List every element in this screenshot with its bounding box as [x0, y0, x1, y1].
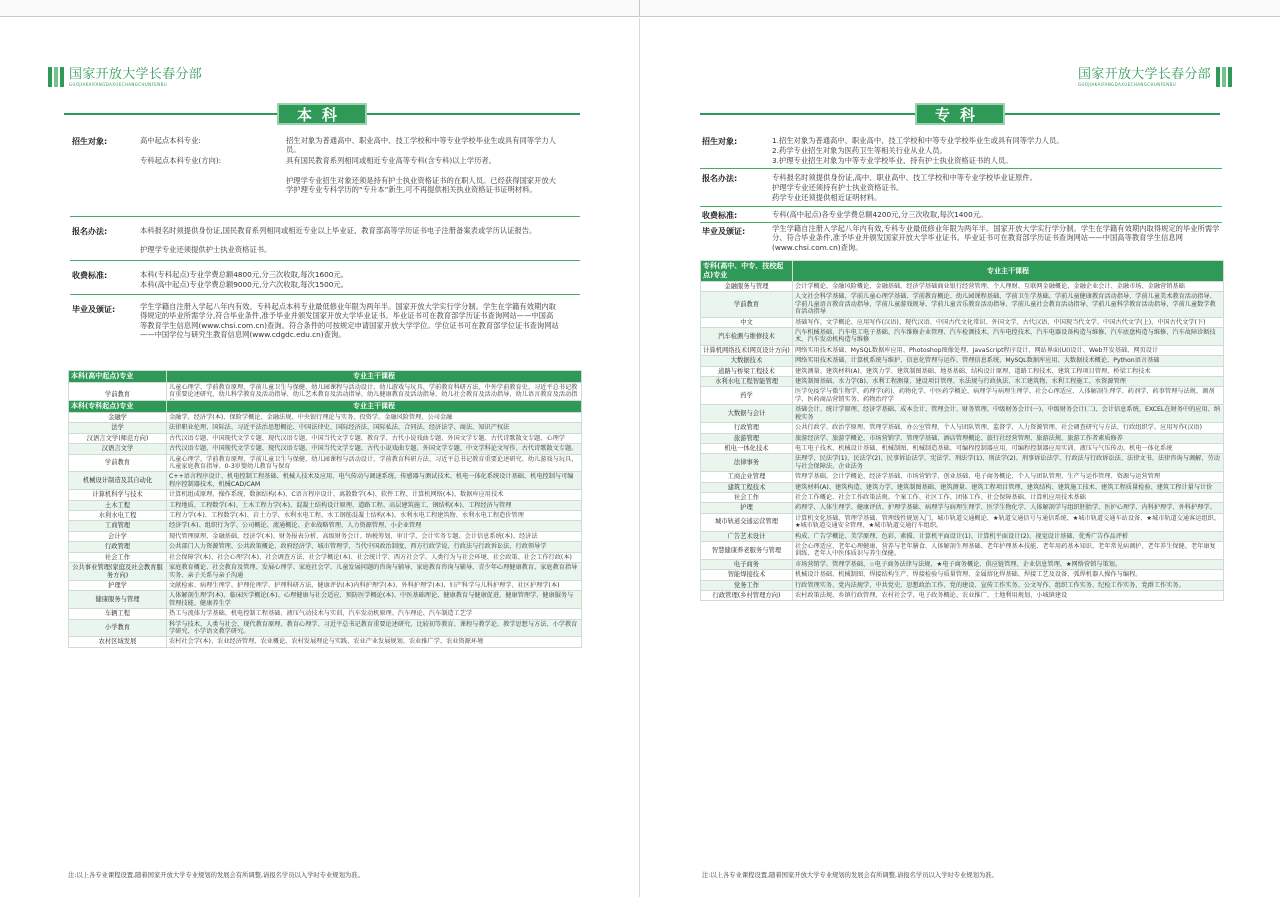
- brand-name: 国家开放大学长春分部: [1077, 66, 1211, 82]
- major-courses: 公共部门人力资源管理、公共政策概论、政府经济学、城市管理学、当代中国政治制度、西方行政学说、行政法与行政诉讼法、行政领导学: [167, 542, 582, 552]
- major-courses: 儿童心理学、学前教育原理、学前儿童卫生与保健、幼儿园课程与活动设计、学前教育科研方法、习近平总书记教育重要论述研究、幼儿游戏与玩具、儿童家庭教育指导、0-3岁婴幼儿教育与保育: [167, 454, 582, 472]
- registration-text-2: 护理学专业还须提供护士执业资格证书。: [140, 245, 272, 254]
- table-row: [701, 377, 1224, 387]
- divider: [70, 216, 580, 217]
- table-row: [701, 482, 1224, 492]
- col-header-courses: 专业主干课程: [167, 401, 582, 413]
- divider: [700, 206, 1222, 207]
- section-title: 本科: [277, 103, 367, 125]
- table-row: [701, 433, 1224, 443]
- major-courses: 建筑制图基础、水力学(B)、水利工程测量、建设项目管理、水法规与行政执法、水工建筑物、水利工程施工、水资源管理: [793, 377, 1224, 387]
- major-courses: 农村政策法规、乡镇行政管理、农村社会学、电子政务概论、农业推广、土地利用规划、小城镇建设: [793, 591, 1224, 601]
- registration-text: 本科报名时须提供身份证,国民教育系列相同或相近专业以上毕业证、教育部高等学历证书电子注册备案表或学历认证报告。: [140, 226, 537, 235]
- col-header-major: 本科(专科起点)专业: [69, 401, 167, 413]
- brand-header-right: [1078, 64, 1232, 90]
- footnote: 注:以上各专业课程设置,随着国家开放大学专业规划的发展会有所调整,请报名学员以入学时专业规划为准。: [702, 872, 998, 879]
- registration-line-2: 护理学专业还须持有护士执业资格证书。: [772, 183, 904, 192]
- section-title-bar: [64, 102, 580, 126]
- major-name: 智慧健康养老服务与管理: [701, 541, 793, 559]
- table-row: [69, 472, 582, 490]
- major-name: 金融学: [69, 413, 167, 423]
- table-row: [701, 591, 1224, 601]
- major-name: 农村区域发展: [69, 637, 167, 647]
- major-name: 大数据技术: [701, 356, 793, 366]
- table-row: [701, 387, 1224, 405]
- viewer-top-bar: [0, 0, 1280, 17]
- major-courses: 文献检索、病理生理学、护理伦理学、护理科研方法、健康评估(本)内科护理学(本)、外科护理学(本)、妇产科学与儿科护理学、社区护理学(本): [167, 580, 582, 590]
- table-row: [701, 405, 1224, 423]
- label-registration: 报名办法:: [702, 174, 738, 183]
- table-row: [69, 511, 582, 521]
- major-courses: 古代汉语专题、中国现代文学专题、现代汉语专题、中国当代文学专题、教育学、古代小说戏曲专题、外国文学专题、古代诗歌散文专题、心理学: [167, 433, 582, 443]
- table-row: [701, 531, 1224, 541]
- major-courses: 计算机组成原理、操作系统、数据结构(本)、C语言程序设计、离散数学(本)、软件工程、计算机网络(本)、数据库应用技术: [167, 490, 582, 500]
- table-row: [69, 433, 582, 443]
- major-courses: 市场营销学、管理学基础、☆电子商务法律与法规、★电子商务概论、供应链管理、企业信息管理、★网络营销与策划。: [793, 559, 1224, 569]
- viewer-cell-left: [0, 0, 640, 17]
- major-name: 水利水电工程: [69, 511, 167, 521]
- major-name: 社会工作: [69, 552, 167, 562]
- table-row: [701, 345, 1224, 355]
- page-left-undergraduate: [0, 18, 640, 897]
- graduation-text: 学生学籍自注册入学起八年内有效。专科起点本科专业最低修业年限为两年半。国家开放大学实行学分制。学生在学籍有效期内取得规定的毕业所需学分,符合毕业条件,准予毕业并颁发国家开放大学毕业证书。毕业证书可在教育部学历证书查询网站——中国高等教育学生信息网(www.chsi.com.cn)查询。符合条件的可按规定申请国家开放大学学位。学位证书可在教育部学位证书查询网站——中国学位与研究生教育信息网(www.cdgdc.edu.cn)查询。: [140, 302, 559, 340]
- table-row: [69, 609, 582, 619]
- table-row: [69, 500, 582, 510]
- table-row: [69, 542, 582, 552]
- major-courses: 社会保障学(本)、社会心理学(本)、社会调查方法、社会学概论(本)、社会统计学、西方社会学、人类行为与社会环境、社会政策、社会工作行政(本): [167, 552, 582, 562]
- major-courses: 法律职业伦理、国际法、习近平法治思想概论、中国法律史、国际经济法、国际私法、合同法、经济法学、商法、知识产权法: [167, 423, 582, 433]
- table-row: [701, 317, 1224, 327]
- major-courses: 基础写作、文学概论、应用写作(汉语)、现代汉语、中国古代文化常识、外国文学、古代汉语、中国现当代文学、中国古代文学(上)、中国古代文学(下): [793, 317, 1224, 327]
- major-name: 党务工作: [701, 580, 793, 590]
- footnote: 注:以上各专业课程设置,随着国家开放大学专业规划的发展会有所调整,请报名学员以入学时专业规划为准。: [68, 872, 364, 879]
- major-courses: 汽车机械基础、汽车电工电子基础、汽车维修企业管理、汽车检测技术、汽车电控技术、汽车电器设备构造与维修、汽车底盘构造与维修、汽车故障诊断技术、汽车发动机构造与维修: [793, 328, 1224, 346]
- table-row: [701, 328, 1224, 346]
- major-name: 城市轨道交通运营管理: [701, 513, 793, 531]
- major-name: 小学教育: [69, 619, 167, 637]
- major-courses: 机械设计基础、机械制图、焊接结构生产、焊接检验与质量管理、金属熔化焊基础、焊接工艺及设备、弧焊机器人操作与编程。: [793, 570, 1224, 580]
- major-courses: 家庭教育概论、社会教育及管理、发展心理学、家庭社会学、儿童发展问题的咨询与辅导、家庭教育咨询与辅导、青少年心理健康教育、家庭教育指导实务、亲子关系与亲子沟通: [167, 563, 582, 581]
- major-courses: C++语言程序设计、机电控制工程基础、机械人技术及应用、电气传动与调速系统、传感器与测试技术、机电一体化系统设计基础、机电控制与可编程序控制器技术、机械CAD/CAM: [167, 472, 582, 490]
- major-courses: 管理学基础、会计学概论、经济学基础、市场营销学、创业基础、电子商务概论、个人与团队管理、生产与运作管理、资源与运营管理: [793, 472, 1224, 482]
- table-row: [701, 366, 1224, 376]
- major-courses: 古代汉语专题、中国现代文学专题、现代汉语专题、中国当代文学专题、古代小说戏曲专题、外国文学专题、中文学科论文写作、古代诗歌散文专题。: [167, 444, 582, 454]
- major-courses: 网络实用技术基础、计算机系统与维护、信息化管理与运作、管理信息系统、MySQL数据库应用、大数据技术概论、Python语言基础: [793, 356, 1224, 366]
- fee-text: 专科(高中起点)各专业学费总额4200元,分三次收取,每次1400元。: [772, 210, 988, 219]
- major-name: 法律事务: [701, 454, 793, 472]
- label-graduation: 毕业及颁证:: [702, 227, 746, 236]
- major-name: 中文: [701, 317, 793, 327]
- table-row: [69, 490, 582, 500]
- enroll-line-3: 3.护理专业招生对象为中等专业学校毕业、持有护士执业资格证书的人员。: [772, 156, 1013, 165]
- major-courses: 法理学、民法学(1)、民法学(2)、民事诉讼法学、宪法学、刑法学(1)、刑法学(2)、刑事诉讼法学、行政法与行政诉讼法、法律文书、法律咨询与调解、劳动与社会保障法、企业法务: [793, 454, 1224, 472]
- major-name: 电子商务: [701, 559, 793, 569]
- table-row: [69, 552, 582, 562]
- major-name: 智能焊接技术: [701, 570, 793, 580]
- major-courses: 儿童心理学、学前教育原理、学前儿童卫生与保健、幼儿园课程与活动设计、幼儿游戏与玩具、学前教育科研方法、中外学前教育史、习近平总书记教育重要论述研究、幼儿科学教育及活动指导、幼儿艺术教育及活动指导、幼儿健康教育及活动指导、幼儿社会教育及活动指导、幼儿语言教育及活动指: [167, 383, 582, 408]
- col-header-major: 专科(高中、中专、技校起点)专业: [701, 261, 793, 282]
- fee-line-1: 本科(专科起点)专业学费总额4800元,分三次收取,每次1600元。: [140, 270, 349, 279]
- table-row: [69, 591, 582, 609]
- major-courses: 建筑测量、建筑材料(A)、建筑力学、建筑制图基础、地基基础、结构设计原理、道路工程技术、建筑工程项目管理、桥梁工程技术: [793, 366, 1224, 376]
- major-name: 行政管理: [69, 542, 167, 552]
- table-row: [701, 454, 1224, 472]
- table-row: [69, 444, 582, 454]
- major-name: 行政管理(乡村管理方向): [701, 591, 793, 601]
- major-name: 公共事业管理(家庭及社会教育服务方向): [69, 563, 167, 581]
- enroll-line-2: 2.药学专业招生对象为医药卫生等相关行业从业人员。: [772, 146, 947, 155]
- major-courses: 人文社会科学基础、学前儿童心理学基础、学前教育概论、幼儿园课程基础、学前卫生学基础、学前儿童健康教育活动指导、学前儿童美术教育活动指导、学前儿童语言教育活动指导、学前儿童游戏规导、学前儿童音乐教育活动指导、学前儿童社会教育活动指导、学前儿童科学教育活动指导、学前儿童数学教育活动指导: [793, 292, 1224, 317]
- enroll-key-1: 高中起点本科专业:: [140, 136, 201, 145]
- divider: [70, 260, 580, 261]
- page-right-associate: [640, 18, 1280, 897]
- label-registration: 报名办法:: [72, 227, 108, 236]
- brand-logo-icon: [1216, 67, 1232, 87]
- table-header: [69, 371, 582, 383]
- registration-line-3: 药学专业还须提供相近证明材料。: [772, 193, 882, 202]
- table-row: [69, 580, 582, 590]
- major-courses: 旅游经济学、旅游学概论、市场营销学、管理学基础、酒店管理概论、旅行社经营管理、旅游法规、旅游工作者素质修养: [793, 433, 1224, 443]
- enroll-line-1: 1.招生对象为普通高中、职业高中、技工学校和中等专业学校毕业生或具有同等学力人员。: [772, 136, 1064, 145]
- major-courses: 会计学概论、金融风险概论、金融基础、经济学基础商业银行经营管理、个人理财、互联网金融概论、金融企业会计、金融市场、金融营销基础: [793, 282, 1224, 292]
- major-name: 学前教育: [701, 292, 793, 317]
- major-courses: 医学免疫学与微生物学、药理学(药)、药物化学、中医药学概论、病理学与病理生理学、社会心理适应、人体解剖生理学、药剂学、药事管理与法规、调剂学、医药商品营销实务、药物治疗学: [793, 387, 1224, 405]
- table-row: [701, 492, 1224, 502]
- table-row: [69, 413, 582, 423]
- major-courses: 药理学、人体生理学、健康评估、护理学基础、病理学与病理生理学、医学生物化学、人体解剖学与组织胚胎学、医护心理学、内科护理学、外科护理学。: [793, 503, 1224, 513]
- enroll-value-1: 招生对象为普通高中、职业高中、技工学校和中等专业学校毕业生或具有同等学力人员。: [286, 136, 556, 155]
- major-name: 学前教育: [69, 383, 167, 408]
- major-courses: 工程力学(本)、工程数学(本)、岩土力学、水利水电工程、水工钢筋混凝土结构(本)、水利水电工程建筑物、水利水电工程造价管理: [167, 511, 582, 521]
- enroll-key-2: 专科起点本科专业(方向):: [140, 156, 222, 165]
- table-row: [701, 292, 1224, 317]
- major-name: 健康服务与管理: [69, 591, 167, 609]
- registration-line-1: 专科报名时须提供身份证,高中、职业高中、技工学校和中等专业学校毕业证原件。: [772, 173, 1038, 182]
- major-courses: 工程地质、工程数学(本)、土木工程力学(本)、混凝土结构设计原理、道路工程、高层建筑施工、钢结构(本)、工程经济与管理: [167, 500, 582, 510]
- major-name: 旅游管理: [701, 433, 793, 443]
- major-name: 药学: [701, 387, 793, 405]
- table-row: [701, 541, 1224, 559]
- brand-logo-icon: [48, 67, 64, 87]
- table-row: [701, 570, 1224, 580]
- section-title: 专科: [915, 103, 1005, 125]
- major-courses: 人体解剖生理学(本)、临床医学概论(本)、心理健康与社会适应、预防医学概论(本)、中医基础理论、健康教育与健康促进、健康管理学、健康服务与管理技能、健康养生学: [167, 591, 582, 609]
- table-row: [701, 356, 1224, 366]
- major-courses: 公共行政学、政治学原理、管理学基础、办公室管理、个人与团队管理、监督学、人力资源管理、社会调查研究与方法、行政组织学、应用写作(汉语): [793, 423, 1224, 433]
- divider: [700, 168, 1222, 169]
- major-name: 行政管理: [701, 423, 793, 433]
- major-courses: 行政管理实务、党内法规学、中共党史、思想政治工作、党的建设、宣传工作实务、公文写作、组织工作实务、纪检工作实务、党群工作实务。: [793, 580, 1224, 590]
- table-row: [701, 513, 1224, 531]
- col-header-courses: 专业主干课程: [793, 261, 1224, 282]
- divider: [70, 294, 580, 295]
- undergrad-college-table: [68, 400, 582, 648]
- table-row: [69, 454, 582, 472]
- major-name: 护理: [701, 503, 793, 513]
- brand-header-left: [48, 64, 202, 90]
- major-courses: 科学与技术、人类与社会、现代教育原理、教育心理学、习近平总书记教育重要论述研究、比较初等教育、课程与教学论、教学思想与方法、小学教育学研究、小学语文教学研究。: [167, 619, 582, 637]
- associate-table: [700, 260, 1224, 601]
- table-row: [701, 423, 1224, 433]
- major-name: 社会工作: [701, 492, 793, 502]
- col-header-courses: 专业主干课程: [167, 371, 582, 383]
- table-header: [701, 261, 1224, 282]
- major-name: 法学: [69, 423, 167, 433]
- brand-subtitle: GUOJIAKAIFANGDAXUECHANGCHUNFENBU: [69, 81, 168, 87]
- major-courses: 现代管理原理、金融基础、经济学(本)、财务报表分析、高级财务会计、纳税筹划、审计学、会计实务专题、会计信息系统(本)、经济法: [167, 531, 582, 541]
- major-courses: 社会心理适应、老年心理健康、营养与老年膳食、人体解剖生理基础、老年护理基本技能、老年用药基本知识、老年常见病调护、老年养生保健、老年康复训练、老年人中医体质识与养生保健。: [793, 541, 1224, 559]
- major-name: 道路与桥梁工程技术: [701, 366, 793, 376]
- major-name: 工商企业管理: [701, 472, 793, 482]
- brand-subtitle: GUOJIAKAIFANGDAXUECHANGCHUNFENBU: [1077, 81, 1177, 87]
- major-courses: 网络实用技术基础、MySQL数据库应用、Photoshop图像处理、JavaScript程序设计、网站界面(UI)设计、Web开发基础、网页设计: [793, 345, 1224, 355]
- divider: [700, 222, 1222, 223]
- major-name: 建筑工程技术: [701, 482, 793, 492]
- section-title-bar: [700, 102, 1220, 126]
- graduation-text: 学生学籍自注册入学起八年内有效,专科专业最低修业年限为两年半。国家开放大学实行学分制。学生在学籍有效期内取得规定的毕业所需学分、符合毕业条件,准予毕业并颁发国家开放大学毕业证书。毕业证书可在教育部学历证书查询网站——中国高等教育学生信息网(www.chsi.com.cn)查询。: [772, 224, 1220, 252]
- major-courses: 基础会计、统计学原理、经济学基础、成本会计、管理会计、财务管理、中级财务会计(一)、中级财务会计(二)、会计信息系统、EXCEL在财务中的应用、纳税实务: [793, 405, 1224, 423]
- major-name: 计算机网络技术(网页设计方向): [701, 345, 793, 355]
- table-row: [701, 580, 1224, 590]
- major-name: 土木工程: [69, 500, 167, 510]
- brand-name: 国家开放大学长春分部: [69, 66, 203, 82]
- major-name: 广告艺术设计: [701, 531, 793, 541]
- enroll-value-2: 具有国民教育系列相同或相近专业高等专科(含专科)以上学历者。: [286, 156, 497, 165]
- major-courses: 建筑材料(A)、建筑构造、建筑力学、建筑制图基础、建筑测量、建筑工程项目管理、建筑结构、建筑施工技术、建筑工程质量检验、建筑工程计量与计价: [793, 482, 1224, 492]
- major-courses: 计算机文化基础、管理学基础、管理线性规划入门、城市轨道交通概论、★轨道交通信号与通信系统、★城市轨道交通车站设备、★城市轨道交通客运组织、★城市轨道交通安全管理、★城市轨道交通行车组织。: [793, 513, 1224, 531]
- viewer-cell-right: [640, 0, 1280, 17]
- table-row: [701, 503, 1224, 513]
- table-row: [69, 619, 582, 637]
- table-row: [701, 559, 1224, 569]
- label-fees: 收费标准:: [702, 211, 738, 220]
- col-header-major: 本科(高中起点)专业: [69, 371, 167, 383]
- major-courses: 热工与流体力学基础、机电控制工程基础、液压气动技术与实训、汽车发动机原理、汽车理论、汽车制造工艺学: [167, 609, 582, 619]
- major-name: 会计学: [69, 531, 167, 541]
- major-name: 学前教育: [69, 454, 167, 472]
- major-courses: 金融学、经济学(本)、保险学概论、金融法规、中央银行理论与实务、投资学、金融风险管理、公司金融: [167, 413, 582, 423]
- major-courses: 农村社会学(本)、农业经济管理、农业概论、农村发展理论与实践、农业产业发展规划、农业推广学、农业资源环境: [167, 637, 582, 647]
- major-courses: 构成、广告学概论、美学原理、色彩、素描、计算机平面设计(1)、计算机平面设计(2)、视觉设计基础、优秀广告作品评析: [793, 531, 1224, 541]
- major-name: 大数据与会计: [701, 405, 793, 423]
- major-name: 计算机科学与技术: [69, 490, 167, 500]
- table-row: [69, 563, 582, 581]
- enroll-value-3: 护理学专业招生对象还须是持有护士执业资格证书的在职人员。已经获得国家开放大学护理专业专科学历的“专升本”新生,可不再提供相关执业资格证书证明材料。: [286, 176, 556, 195]
- major-name: 护理学: [69, 580, 167, 590]
- label-graduation: 毕业及颁证:: [72, 305, 116, 314]
- table-row: [69, 521, 582, 531]
- table-header: [69, 401, 582, 413]
- label-fees: 收费标准:: [72, 271, 108, 280]
- table-row: [69, 531, 582, 541]
- table-row: [69, 637, 582, 647]
- table-row: [69, 423, 582, 433]
- major-name: 机电一体化技术: [701, 443, 793, 453]
- major-name: 汉语言文学(师范方向): [69, 433, 167, 443]
- major-name: 车辆工程: [69, 609, 167, 619]
- major-courses: 经济学(本)、组织行为学、公司概论、流通概论、企业战略管理、人力资源管理、小企业管理: [167, 521, 582, 531]
- table-row: [701, 282, 1224, 292]
- label-enrollment-target: 招生对象:: [702, 137, 738, 146]
- table-row: [701, 443, 1224, 453]
- label-enrollment-target: 招生对象:: [72, 137, 108, 146]
- major-name: 金融服务与管理: [701, 282, 793, 292]
- fee-line-2: 本科(高中起点)专业学费总额9000元,分六次收取,每次1500元。: [140, 280, 349, 289]
- major-name: 水利水电工程智能管理: [701, 377, 793, 387]
- major-courses: 电工电子技术、机械设计基础、机械制图、机械制造基础、可编程控制器应用、可编程控制器应用实训、液压与气压传动、机电一体化系统: [793, 443, 1224, 453]
- major-name: 汉语言文学: [69, 444, 167, 454]
- major-name: 汽车检测与维修技术: [701, 328, 793, 346]
- major-name: 工商管理: [69, 521, 167, 531]
- major-courses: 社会工作概论、社会工作政策法规、个案工作、社区工作、团体工作、社会保障基础、计算机应用技术基础: [793, 492, 1224, 502]
- major-name: 机械设计制造及其自动化: [69, 472, 167, 490]
- table-row: [701, 472, 1224, 482]
